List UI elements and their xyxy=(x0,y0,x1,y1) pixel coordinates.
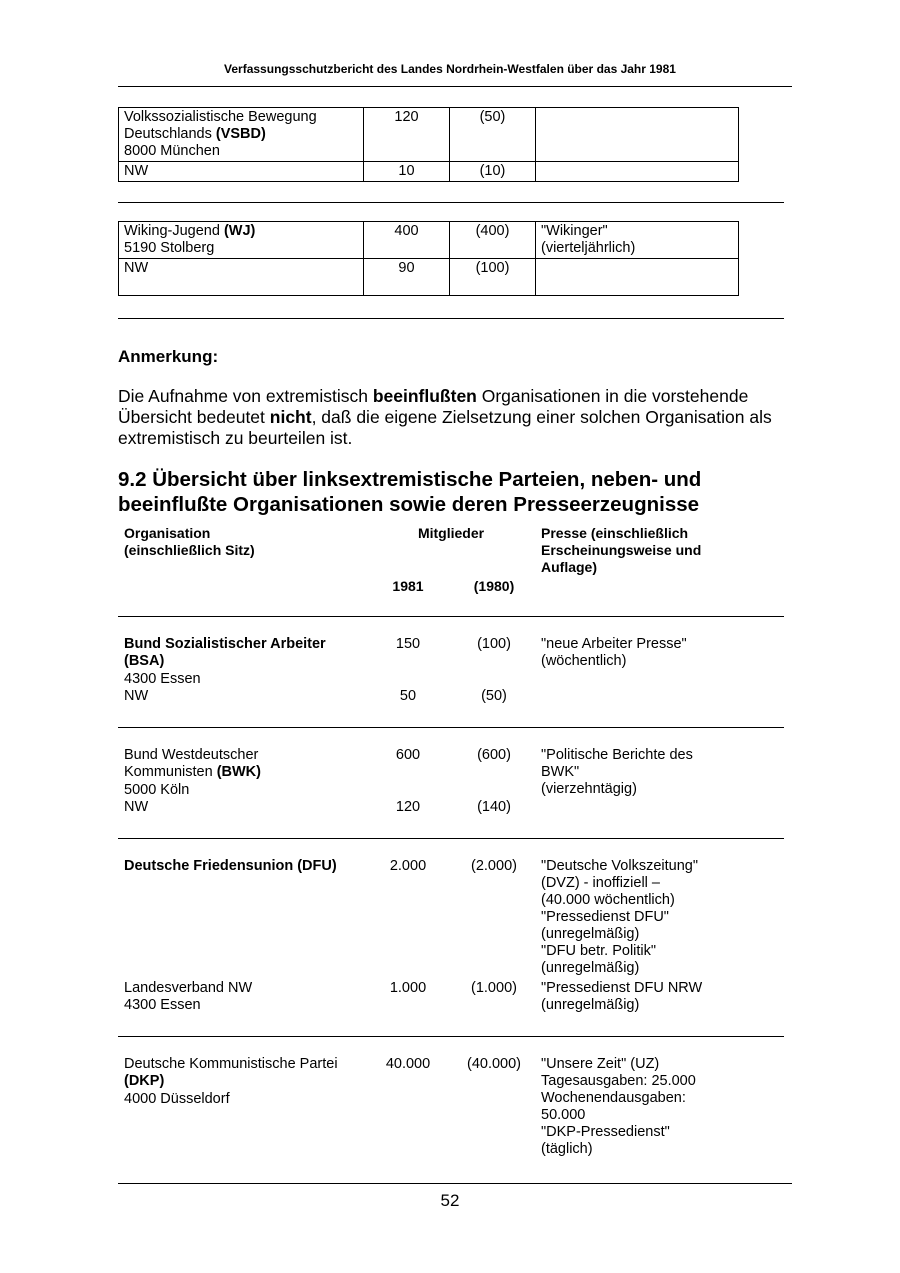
entry-sub-org: Landesverband NW 4300 Essen xyxy=(124,980,253,1013)
entry-presse: "Unsere Zeit" (UZ) Tagesausgaben: 25.000 Wochenendausgaben: 50.000 "DKP-Pressedienst" (täglich) xyxy=(541,1056,696,1157)
presse-cell xyxy=(536,162,739,182)
note-text: Die Aufnahme von extremistisch beeinflußten Organisationen in die vorstehende Übersicht bedeutet nicht, daß die eigene Zielsetzung einer solchen Organisation als extremistisch zu beurteilen ist. xyxy=(118,386,772,448)
entry-sub-members-1981: 120 xyxy=(395,799,421,815)
divider xyxy=(118,727,784,728)
col-header-1981: 1981 xyxy=(392,578,424,594)
entry-org: Deutsche Kommunistische Partei (DKP) xyxy=(124,1056,338,1089)
members-1980: (100) xyxy=(450,259,536,296)
entry-sub-presse: "Pressedienst DFU NRW (unregelmäßig) xyxy=(541,980,703,1013)
org-cell: NW xyxy=(119,259,364,296)
members-1981: 10 xyxy=(364,162,450,182)
entry-members-1981: 2.000 xyxy=(389,858,427,874)
entry-members-1980: (40.000) xyxy=(466,1056,521,1072)
presse-cell: "Wikinger" (vierteljährlich) xyxy=(536,222,739,259)
page-number: 52 xyxy=(440,1191,460,1210)
presse-cell xyxy=(536,108,739,162)
entry-sub-members-1980: (50) xyxy=(481,688,507,704)
footer-rule xyxy=(118,1183,792,1184)
members-1981: 90 xyxy=(364,259,450,296)
entry-org: Deutsche Friedensunion (DFU) xyxy=(124,858,337,874)
col-header-presse: Presse (einschließlich Erscheinungsweise und Auflage) xyxy=(541,525,702,575)
divider xyxy=(118,616,784,617)
table-vsbd xyxy=(118,107,739,182)
col-header-members: Mitglieder xyxy=(417,525,485,541)
entry-sub-members-1981: 1.000 xyxy=(389,980,427,996)
org-cell: NW xyxy=(119,162,364,182)
entry-members-1981: 150 xyxy=(395,636,421,652)
members-1981: 120 xyxy=(364,108,450,162)
entry-seat: 5000 Köln xyxy=(124,782,190,798)
col-header-1980: (1980) xyxy=(473,578,515,594)
presse-cell xyxy=(536,259,739,296)
entry-seat: 4000 Düsseldorf xyxy=(124,1091,230,1107)
divider xyxy=(118,202,784,203)
entry-sub-org: NW xyxy=(124,688,149,704)
entry-presse: "Politische Berichte des BWK" (vierzehntägig) xyxy=(541,747,693,797)
running-header: Verfassungsschutzbericht des Landes Nordrhein-Westfalen über das Jahr 1981 xyxy=(224,62,676,76)
org-cell: Wiking-Jugend (WJ) 5190 Stolberg xyxy=(119,222,364,259)
entry-members-1980: (600) xyxy=(477,747,511,763)
section-title: 9.2 Übersicht über linksextremistische Parteien, neben- und beeinflußte Organisationen sowie deren Presseerzeugnisse xyxy=(118,468,702,516)
divider xyxy=(118,838,784,839)
entry-members-1980: (2.000) xyxy=(471,858,517,874)
entry-sub-members-1981: 50 xyxy=(399,688,417,704)
entry-presse: "neue Arbeiter Presse" (wöchentlich) xyxy=(541,636,687,669)
col-header-org: Organisation (einschließlich Sitz) xyxy=(124,525,255,558)
table-wj xyxy=(118,221,739,296)
entry-members-1981: 600 xyxy=(395,747,421,763)
org-cell: Volkssozialistische Bewegung Deutschlands (VSBD) 8000 München xyxy=(119,108,364,162)
divider xyxy=(118,318,784,319)
header-rule xyxy=(118,86,792,87)
entry-org: Bund Sozialistischer Arbeiter (BSA) xyxy=(124,636,326,669)
entry-sub-members-1980: (140) xyxy=(477,799,511,815)
divider xyxy=(118,1036,784,1037)
members-1981: 400 xyxy=(364,222,450,259)
entry-sub-members-1980: (1.000) xyxy=(471,980,517,996)
entry-presse: "Deutsche Volkszeitung" (DVZ) - inoffiziell – (40.000 wöchentlich) "Pressedienst DFU" (unregelmäßig) "DFU betr. Politik" (unregelmäßig) xyxy=(541,858,698,976)
members-1980: (400) xyxy=(450,222,536,259)
entry-sub-org: NW xyxy=(124,799,149,815)
note-heading: Anmerkung: xyxy=(118,347,219,366)
entry-seat: 4300 Essen xyxy=(124,671,201,687)
entry-org: Bund Westdeutscher Kommunisten (BWK) xyxy=(124,747,261,780)
members-1980: (50) xyxy=(450,108,536,162)
entry-members-1981: 40.000 xyxy=(385,1056,431,1072)
entry-members-1980: (100) xyxy=(477,636,511,652)
members-1980: (10) xyxy=(450,162,536,182)
